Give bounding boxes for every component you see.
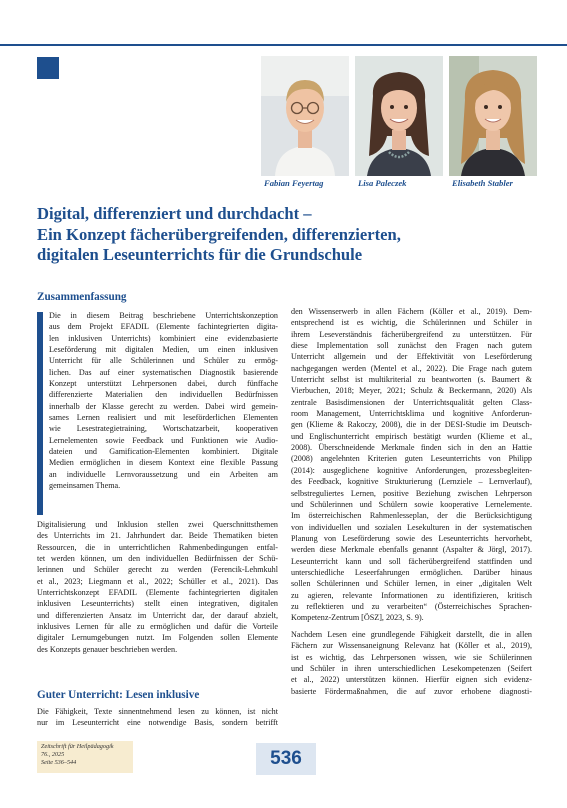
text-line: Nachdem Lesen eine grundlegende Fähigkeit darstellt, die in allen	[291, 630, 532, 639]
text-line: unterschiedliche Leseerfahrungen ermöglichen. Darüber hinaus	[291, 567, 532, 577]
text-line: room Management, Unterrichtsklima und kognitive Anforderun-	[291, 409, 532, 419]
text-line: ist es wichtig, das Lehrpersonen wissen, wie sie Schülerinnen	[291, 652, 532, 662]
text-line: an individuelle Lernvoraussetzung und ein Arbeiten am	[49, 469, 278, 479]
text-line: innerhalb der Klasse gerecht zu werden. Dabei wird gemein-	[49, 401, 278, 411]
text-line: lerinnen und Schüler gerecht zu werden (Ferencik-Lehmkuhl	[37, 565, 278, 575]
page-number: 536	[256, 743, 316, 775]
text-line: Unterricht allgemein und der Effektivität von Leseförderung	[291, 352, 532, 362]
author-name: Lisa Paleczek	[358, 178, 407, 188]
text-line: zu agieren, relevante Informationen zu identifizieren, kritisch	[291, 590, 532, 600]
text-line: Kompetenz-Zentrum [ÖSZ], 2023, S. 9).	[291, 613, 424, 623]
text-line: Konzept unterstützt Lehrpersonen dabei, durch fünffache	[49, 379, 278, 389]
text-line: dateien und Gamification-Elementen kombiniert. Digitale	[49, 447, 278, 457]
journal-name: Zeitschrift für Heilpädagogik	[41, 743, 114, 750]
text-line: Lernelementen sowie Feedback und Funktionen wie Audio-	[49, 435, 278, 445]
journal-pages: Seite 536–544	[41, 759, 77, 767]
text-line: (2014): ausgeglichene kognitive Anforderungen, prozessbegleiten-	[291, 465, 532, 475]
text-line: Unterricht selbst ist multikriterial zu beantworten (s. Baumert &	[291, 375, 532, 385]
text-line: des Konzepts genauer beschrieben werden.	[37, 644, 178, 654]
text-line: inklusives Lernen für alle zu ermöglichen und dafür die Vorteile	[37, 622, 278, 632]
section-paragraph	[37, 706, 278, 729]
text-line: werden diese Merkmale ebenfalls genannt (Aspalter & Jörgl, 2017).	[291, 545, 532, 555]
text-line: Leseförderung mit digitalen Medien, um einen inklusiven	[49, 345, 278, 355]
body-paragraph	[291, 306, 532, 624]
text-line: et al., 2022) unterstützen können. Hierfür eignen sich evidenz-	[291, 675, 532, 685]
text-line: zentrale Basisdimensionen der Unterrichtsqualität gelten Class-	[291, 397, 532, 407]
abstract-bar	[37, 312, 43, 515]
abstract-heading: Zusammenfassung	[37, 291, 127, 303]
text-line: Ressourcen, die in unterrichtlichen Rahmenbedingungen entfal-	[37, 542, 278, 552]
text-line: len inklusiven Unterrichts) kombiniert eine evidenzbasierte	[49, 333, 278, 343]
text-line: und differenzierten Ansatz im Unterricht dar, der darauf abzielt,	[37, 610, 278, 620]
text-line: und Schülerinnen und Schülern sowie kooperative Lernelemente.	[291, 499, 532, 509]
text-line: et al., 2023; Liegmann et al., 2022; Schüller et al., 2021). Das	[37, 576, 278, 586]
text-line: digitaler Lernumgebungen nutzt. Im Folgenden sollen Elemente	[37, 633, 278, 643]
text-line: Unterrichtskonzept EFADIL (Elemente fachintegrierten digitalen	[37, 588, 278, 598]
text-line: zu reflektieren und zu verarbeiten“ (Österreichisches Sprachen-	[291, 601, 532, 611]
text-line: Leseunterricht kann und soll fächerübergreifend stattfinden und	[291, 556, 532, 566]
title-line: Ein Konzept fächerübergreifenden, differenzierten,	[37, 224, 401, 244]
text-line: (2008) angelehnten Kriterien guten Leseunterrichts von Philipp	[291, 454, 532, 464]
text-line: sollen Schülerinnen und Schüler lernen, in einer „digitalen Welt	[291, 579, 532, 589]
author-photo-fabian	[261, 56, 349, 176]
text-line: tet werden können, um den individuellen Bedürfnissen der Schü-	[37, 554, 278, 564]
text-line: Vierbuchen, 2018; Meyer, 2021; Schulz & Beckermann, 2020) Als	[291, 386, 532, 396]
text-line: selbstreguliertes Lernen, positive Beziehung zwischen Lehrperson	[291, 488, 532, 498]
article-title	[37, 204, 537, 266]
text-line: ihrem Leseverständnis fächerübergreifend zu unterstützen. Für	[291, 329, 532, 339]
title-line: Digital, differenziert und durchdacht –	[37, 204, 312, 223]
text-line: Planung von Leseförderung sowie des Leseunterrichts hervorhebt,	[291, 533, 532, 543]
journal-volume: 76., 2025	[41, 751, 65, 759]
text-line: Digitalisierung und Inklusion stellen zwei Querschnittsthemen	[37, 520, 278, 529]
text-line: des Unterrichts im 21. Jahrhundert dar. Beide Thematiken bieten	[37, 531, 278, 541]
text-line: Im österreichischen Rahmenlesseplan, der die Berücksichtigung	[291, 511, 532, 521]
text-line: differenzierte Materialien den individuellen Bedürfnissen	[49, 390, 278, 400]
author-photo-elisabeth	[449, 56, 537, 176]
text-line: Fächern zur Wissensaneignung Relevanz hat (Köller et al., 2019),	[291, 641, 532, 651]
text-line: gemeinsamen Thema.	[49, 481, 121, 491]
text-line: des Feedback, kognitive Strukturierung (Lernziele – Lernverlauf),	[291, 477, 532, 487]
text-line: lichen. Das auf einer systematischen Diagnostik basierende	[49, 367, 278, 377]
text-line: den Wissenserwerb in allen Fächern (Köller et al., 2019). Dem-	[291, 307, 532, 316]
text-line: Medien ermöglichen in diesem Kontext eine flexible Passung	[49, 458, 278, 468]
intro-paragraph	[37, 519, 278, 655]
text-line: sames Lernen realisiert und mit leseförderlichen Elementen	[49, 413, 278, 423]
text-line: Unterricht für alle Schülerinnen und Schüler zu ermög-	[49, 356, 278, 366]
author-name: Elisabeth Stabler	[452, 178, 513, 188]
text-line: basierte Fördermaßnahmen, die auf zuvor erhobene diagnosti-	[291, 686, 532, 696]
text-line: und Schüler in ihren unterschiedlichen Lesekompetenzen (Seifert	[291, 664, 532, 674]
text-line: diese Implementation soll zunächst den Fragen nach gutem	[291, 341, 532, 351]
text-line: nur im Leseunterricht eine notwendige Basis, sondern betrifft	[37, 718, 278, 728]
journal-info	[37, 741, 133, 773]
text-line: inklusiven Leseunterrichts) stellt einen integrativen, digitalen	[37, 599, 278, 609]
body-paragraph	[291, 629, 532, 697]
text-line: entsprechend ist es wichtig, die Schülerinnen und Schüler in	[291, 318, 532, 328]
text-line: gen (Klieme & Rakoczy, 2008), die in der DESI-Studie im Deutsch-	[291, 420, 532, 430]
text-line: 2008). Überschneidende Merkmale finden sich in den an Hattie	[291, 443, 532, 453]
section-heading: Guter Unterricht: Lesen inklusive	[37, 689, 200, 701]
title-line: digitalen Leseunterrichts für die Grundschule	[37, 245, 363, 264]
text-line: aus dem Projekt EFADIL (Elemente fachintegrierten digita-	[49, 322, 278, 332]
author-photo-lisa	[355, 56, 443, 176]
section-marker	[37, 57, 59, 79]
text-line: und Englischunterricht empirisch bestätigt wurden (Klieme et al.,	[291, 431, 532, 441]
header-rule	[0, 44, 567, 46]
abstract-text	[49, 310, 278, 492]
text-line: Die Fähigkeit, Texte sinnentnehmend lesen zu können, ist nicht	[37, 707, 278, 716]
text-line: wie Lesestrategietraining, Wortschatzarbeit, kooperativen	[49, 424, 278, 434]
text-line: nachgegangen werden (Mentel et al., 2022). Die Frage nach gutem	[291, 363, 532, 373]
author-name: Fabian Feyertag	[264, 178, 324, 188]
text-line: von individuellen und sozialen Lesekulturen in der systematischen	[291, 522, 532, 532]
text-line: Die in diesem Beitrag beschriebene Unterrichtskonzeption	[49, 311, 278, 320]
